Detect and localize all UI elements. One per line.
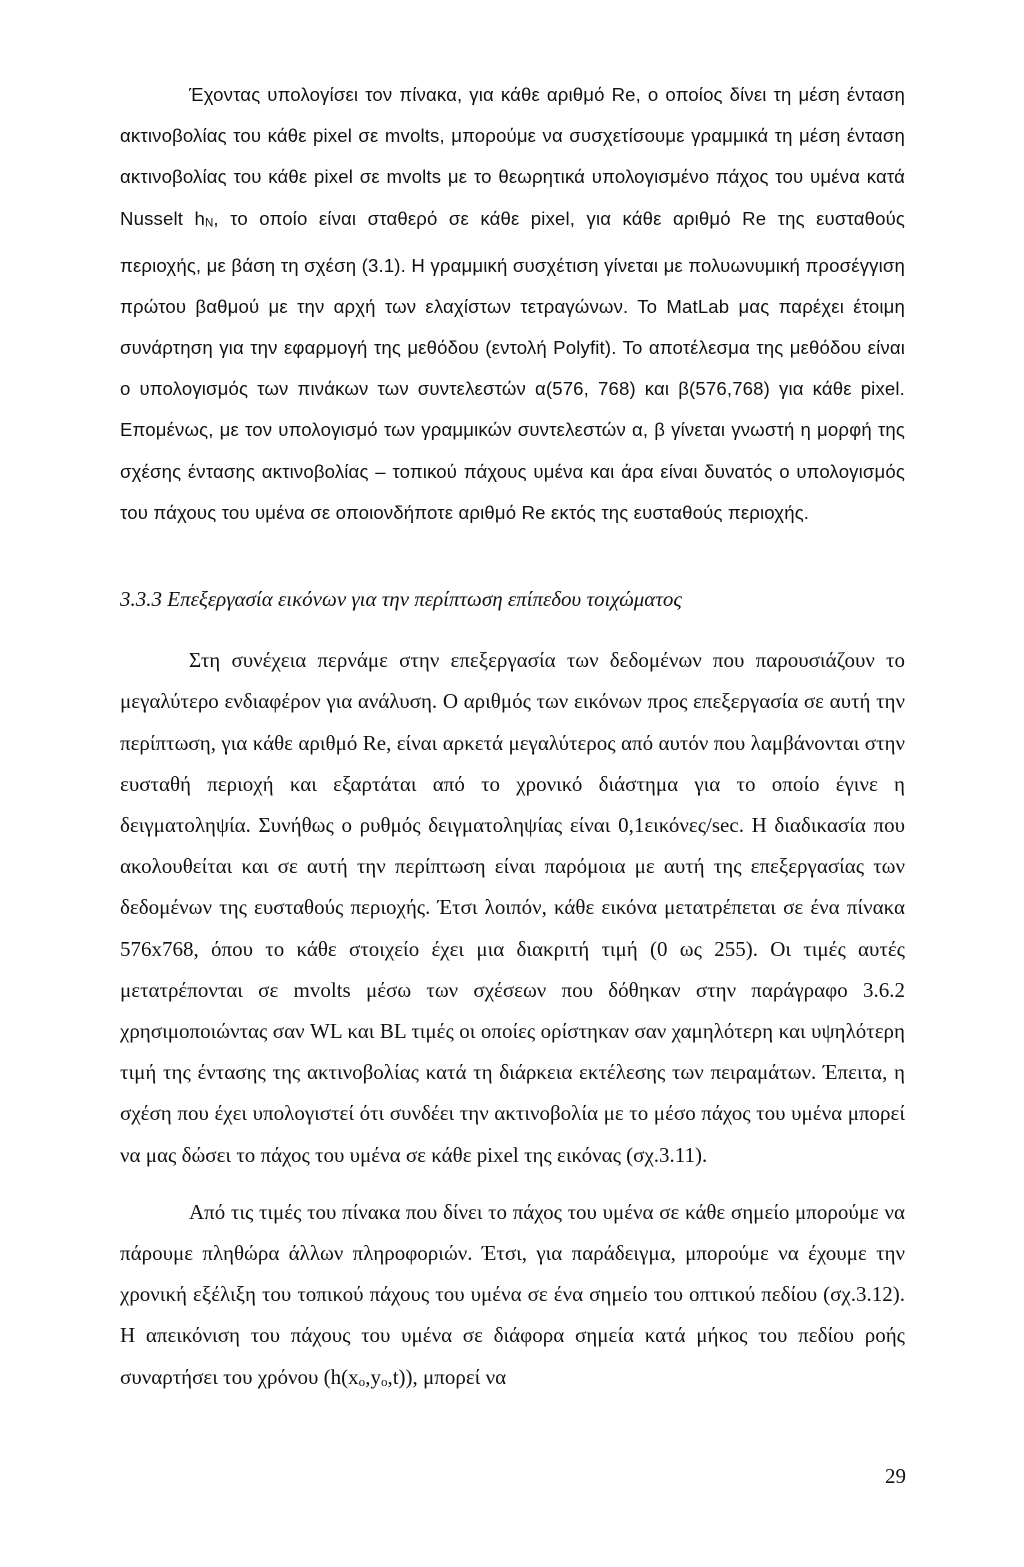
paragraph-thickness-text-c: ,t)), μπορεί να: [387, 1364, 507, 1389]
subscript-o-1: o: [358, 1373, 366, 1389]
subscript-n: N: [204, 217, 214, 230]
paragraph-thickness-text-a: Από τις τιμές του πίνακα που δίνει το πάχος του υμένα σε κάθε σημείο μπορούμε να πάρουμε πληθώρα άλλων πληροφοριών. Έτσι, για παράδειγμα, μπορούμε να έχουμε την χρονική εξέλιξη του τοπικού πάχους του υμένα σε ένα σημείο του οπτικού πεδίου (σχ.3.12). Η απεικόνιση του πάχους του υμένα σε διάφορα σημεία κατά μήκος του πεδίου ροής συναρτήσει του χρόνου (h(x: [120, 1199, 905, 1389]
paragraph-polyfit: [120, 74, 905, 533]
paragraph-polyfit-text-b: , το οποίο είναι σταθερό σε κάθε pixel, για κάθε αριθμό Re της ευσταθούς περιοχής, με βάση τη σχέση (3.1). Η γραμμική συσχέτιση γίνεται με πολυωνυμική προσέγγιση πρώτου βαθμού με την αρχή των ελαχίστων τετραγώνων. Το MatLab μας παρέχει έτοιμη συνάρτηση για την εφαρμογή της μεθόδου (εντολή Polyfit). Το αποτέλεσμα της μεθόδου είναι ο υπολογισμός των πινάκων των συντελεστών α(576, 768) και β(576,768) για κάθε pixel. Επομένως, με τον υπολογισμό των γραμμικών συντελεστών α, β γίνεται γνωστή η μορφή της σχέσης έντασης ακτινοβολίας – τοπικού πάχους υμένα και άρα είναι δυνατός ο υπολογισμός του πάχους του υμένα σε οποιονδήποτε αριθμό Re εκτός της ευσταθούς περιοχής.: [120, 207, 906, 523]
subscript-o-2: o: [380, 1373, 388, 1389]
paragraph-thickness-info: [120, 1192, 905, 1402]
paragraph-thickness-text-b: ,y: [365, 1364, 381, 1389]
document-page: [120, 74, 905, 1402]
section-heading: 3.3.3 Επεξεργασία εικόνων για την περίπτωση επίπεδου τοιχώματος: [120, 586, 682, 611]
paragraph-polyfit-text-a: Έχοντας υπολογίσει τον πίνακα, για κάθε αριθμό Re, ο οποίος δίνει τη μέση ένταση ακτινοβολίας του κάθε pixel σε mvolts, μπορούμε να συσχετίσουμε γραμμικά τη μέση ένταση ακτινοβολίας του κάθε pixel σε mvolts με το θεωρητικά υπολογισμένο πάχος του υμένα κατά Nusselt h: [120, 84, 905, 229]
paragraph-image-processing: Στη συνέχεια περνάμε στην επεξεργασία των δεδομένων που παρουσιάζουν το μεγαλύτερο ενδιαφέρον για ανάλυση. Ο αριθμός των εικόνων προς επεξεργασία σε αυτή την περίπτωση, για κάθε αριθμό Re, είναι αρκετά μεγαλύτερος από αυτόν που λαμβάνονται στην ευσταθή περιοχή και εξαρτάται από το χρονικό διάστημα για το οποίο έγινε η δειγματοληψία. Συνήθως ο ρυθμός δειγματοληψίας είναι 0,1εικόνες/sec. Η διαδικασία που ακολουθείται και σε αυτή την περίπτωση είναι παρόμοια με αυτή της επεξεργασίας των δεδομένων της ευσταθούς περιοχής. Έτσι λοιπόν, κάθε εικόνα μετατρέπεται σε ένα πίνακα 576x768, όπου το κάθε στοιχείο έχει μια διακριτή τιμή (0 ως 255). Οι τιμές αυτές μετατρέπονται σε mvolts μέσω των σχέσεων που δόθηκαν στην παράγραφο 3.6.2 χρησιμοποιώντας σαν WL και BL τιμές οι οποίες ορίστηκαν σαν χαμηλότερη και υψηλότερη τιμή της έντασης της ακτινοβολίας κατά τη διάρκεια εκτέλεσης των πειραμάτων. Έπειτα, η σχέση που έχει υπολογιστεί ότι συνδέει την ακτινοβολία με το μέσο πάχος του υμένα μπορεί να μας δώσει το πάχος του υμένα σε κάθε pixel της εικόνας (σχ.3.11).: [120, 648, 905, 1167]
page-number: 29: [885, 1464, 906, 1488]
